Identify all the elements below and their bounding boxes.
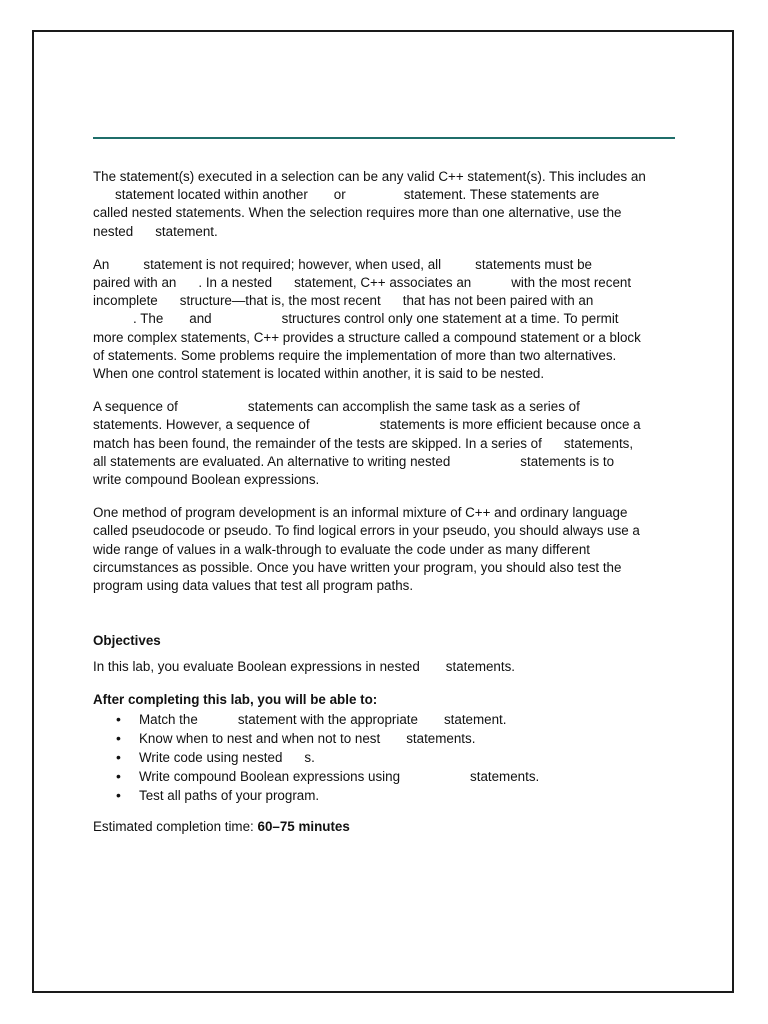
outcomes-list: [93, 710, 675, 805]
text-line: statements can accomplish the same task as a series of: [247, 399, 580, 415]
text-line: program using data values that test all program paths.: [93, 578, 414, 594]
text-line: statement with the appropriate: [237, 711, 418, 727]
text-line: statements is more efficient because once a: [379, 417, 641, 433]
text-line: structure—that is, the most recent: [179, 293, 381, 309]
text-line: statements must be: [475, 256, 592, 272]
text-line: When one control statement is located within another, it is said to be nested.: [93, 366, 545, 382]
text-line: A sequence of: [93, 399, 178, 415]
list-item: [139, 786, 675, 805]
objectives-heading: Objectives: [93, 633, 161, 649]
text-line: statement.: [155, 223, 218, 239]
header-rule: [93, 137, 675, 139]
text-line: or: [333, 187, 346, 203]
text-line: Write compound Boolean expressions using: [139, 768, 401, 784]
text-line: Test all paths of your program.: [139, 787, 320, 803]
text-line: circumstances as possible. Once you have written your program, you should also test the: [93, 559, 622, 575]
text-line: In this lab, you evaluate Boolean expressions in nested: [93, 659, 420, 675]
text-line: all statements are evaluated. An alternative to writing nested: [93, 453, 451, 469]
time-value: 60–75 minutes: [257, 818, 350, 834]
outcomes-heading: After completing this lab, you will be able to:: [93, 691, 378, 707]
list-item: [139, 729, 675, 748]
text-line: The statement(s) executed in a selection can be any valid C++ statement(s). This includes an: [93, 169, 646, 184]
estimated-time: [93, 818, 675, 836]
text-line: s.: [304, 749, 315, 765]
text-line: Match the: [139, 711, 198, 727]
text-line: incomplete: [93, 293, 158, 309]
text-line: statements.: [445, 659, 516, 675]
text-line: structures control only one statement at a time. To permit: [281, 311, 619, 327]
text-line: and: [189, 311, 212, 327]
text-line: statement.: [443, 711, 507, 727]
text-line: statements.: [406, 730, 476, 746]
list-item: [139, 710, 675, 729]
lab-description: [93, 658, 675, 676]
text-line: called pseudocode or pseudo. To find logical errors in your pseudo, you should always use a: [93, 523, 640, 539]
text-line: statements,: [563, 435, 634, 451]
text-line: write compound Boolean expressions.: [93, 472, 320, 488]
text-line: Write code using nested: [139, 749, 283, 765]
text-line: paired with an: [93, 275, 177, 291]
intro-paragraph-4: [93, 504, 675, 595]
text-line: more complex statements, C++ provides a structure called a compound statement or a block: [93, 329, 641, 345]
intro-paragraph-2: [93, 256, 675, 383]
text-line: statement is not required; however, when used, all: [143, 256, 442, 272]
text-line: Know when to nest and when not to nest: [139, 730, 381, 746]
text-line: statements is to: [520, 453, 615, 469]
text-line: One method of program development is an informal mixture of C++ and ordinary language: [93, 505, 628, 521]
text-line: called nested statements. When the selection requires more than one alternative, use the: [93, 205, 622, 221]
list-item: [139, 748, 675, 767]
text-line: statements.: [470, 768, 540, 784]
text-line: with the most recent: [511, 275, 632, 291]
text-line: An: [93, 256, 110, 272]
text-line: that has not been paired with an: [402, 293, 594, 309]
text-line: statement, C++ associates an: [294, 275, 472, 291]
lab-content: [93, 168, 675, 836]
intro-paragraph-1: [93, 168, 675, 241]
list-item: [139, 767, 675, 786]
text-line: statements. However, a sequence of: [93, 417, 310, 433]
text-line: nested: [93, 223, 134, 239]
intro-paragraph-3: [93, 398, 675, 489]
text-line: match has been found, the remainder of the tests are skipped. In a series of: [93, 435, 542, 451]
text-line: . The: [133, 311, 164, 327]
text-line: statement. These statements are: [403, 187, 600, 203]
text-line: of statements. Some problems require the implementation of more than two alternatives.: [93, 347, 617, 363]
text-line: wide range of values in a walk-through to evaluate the code under as many different: [93, 541, 591, 557]
time-label: Estimated completion time:: [93, 818, 254, 834]
text-line: statement located within another: [115, 187, 308, 203]
text-line: . In a nested: [198, 275, 273, 291]
